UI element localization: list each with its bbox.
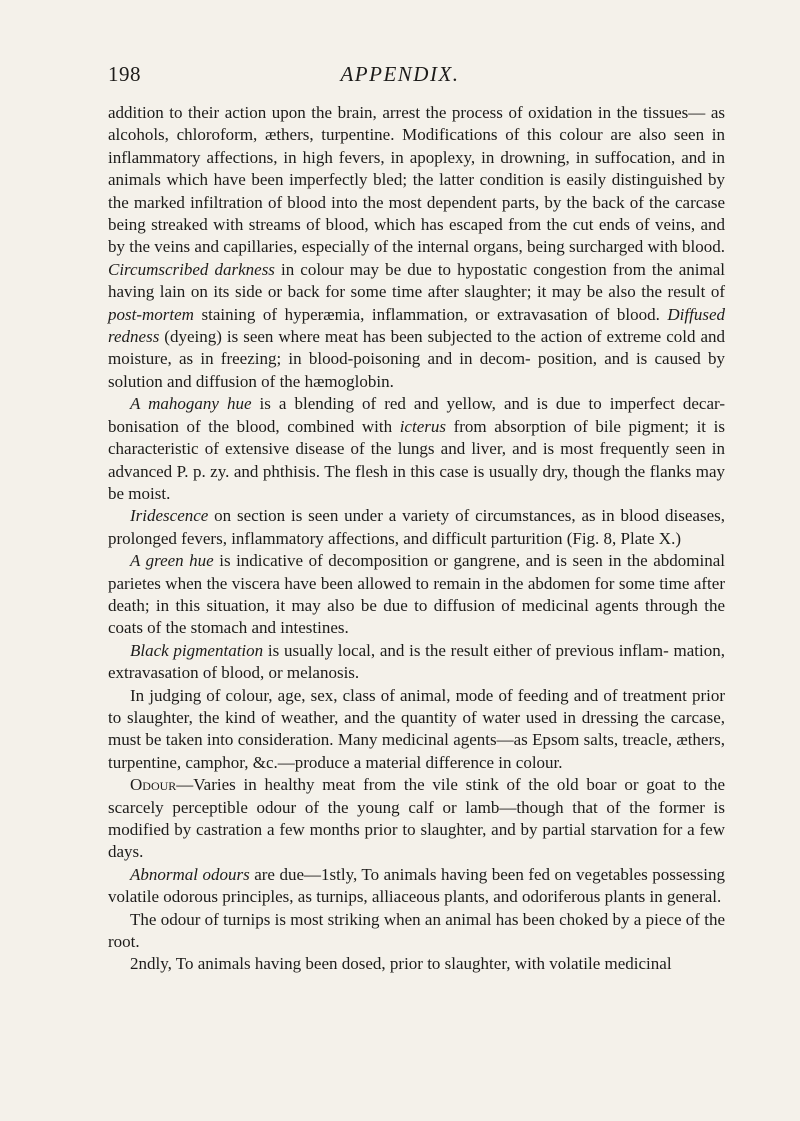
term-iridescence: Iridescence bbox=[130, 506, 209, 526]
term-icterus: icterus bbox=[399, 416, 446, 436]
text-run: 2ndly, To animals having been dosed, prior to slaughter, with volatile medicinal bbox=[130, 954, 672, 974]
paragraph-mahogany-hue bbox=[108, 393, 725, 505]
text-run: —Varies in healthy meat from the vile stink of the old boar or goat to the scarcely perceptible odour of the young calf or lamb—though that of the former is modified by castration a few months prior to slaughter, and by partial starvation for a few days. bbox=[108, 775, 725, 862]
text-run: In judging of colour, age, sex, class of animal, mode of feeding and of treatment prior to slaughter, the kind of weather, and the quantity of water used in dressing the carcase, must be taken into consideration. Many medicinal agents—as Epsom salts, treacle, æthers, turpentine, camphor, &c.—produce a material difference in colour. bbox=[108, 685, 725, 772]
term-post-mortem: post-mortem bbox=[108, 304, 194, 324]
page-header bbox=[0, 62, 800, 92]
term-mahogany-hue: A mahogany hue bbox=[130, 394, 252, 414]
paragraph-judging-colour bbox=[108, 685, 725, 775]
paragraph-iridescence bbox=[108, 505, 725, 550]
text-run: are due—1stly, To animals having been fed on vegetables possessing volatile odorous principles, as turnips, alliaceous plants, and odoriferous plants in general. bbox=[108, 864, 726, 907]
paragraph-green-hue bbox=[108, 550, 725, 640]
paragraph-turnips bbox=[108, 909, 725, 954]
term-diffused-redness: Diffused redness bbox=[108, 304, 725, 347]
body-text bbox=[108, 102, 725, 976]
paragraph-black-pigmentation bbox=[108, 640, 725, 685]
running-head: APPENDIX. bbox=[340, 62, 460, 86]
text-run: is indicative of decomposition or gangrene, and is seen in the abdominal parietes when the viscera have been allowed to remain in the abdomen for some time after death; in this situation, it may also be due to diffusion of medicinal agents through the coats of the stomach and intestines. bbox=[108, 551, 725, 638]
term-abnormal-odours: Abnormal odours bbox=[130, 864, 250, 884]
term-black-pigmentation: Black pigmentation bbox=[130, 640, 264, 660]
term-green-hue: A green hue bbox=[130, 551, 214, 571]
text-run: staining of hyperæmia, inflammation, or extravasation of blood. bbox=[193, 304, 668, 324]
paragraph-secondly bbox=[108, 953, 725, 975]
heading-odour: Odour bbox=[130, 775, 177, 795]
paragraph-abnormal-odours bbox=[108, 864, 725, 909]
text-run: The odour of turnips is most striking when an animal has been choked by a piece of the root. bbox=[108, 909, 725, 952]
text-run: is a blending of red and yellow, and is due to imperfect decar- bonisation of the blood, combined with bbox=[108, 394, 725, 436]
text-run: is usually local, and is the result either of previous inflam- mation, extravasation of blood, or melanosis. bbox=[108, 640, 726, 683]
term-circumscribed-darkness: Circumscribed darkness bbox=[108, 259, 275, 279]
paragraph-colour-continued bbox=[108, 102, 725, 393]
text-run: from absorption of bile pigment; it is characteristic of extensive disease of the lungs and liver, and is most frequently seen in advanced P. p. zy. and phthisis. The flesh in this case is usually dry, though the flanks may be moist. bbox=[108, 416, 725, 503]
page-number: 198 bbox=[108, 62, 141, 86]
text-run: in colour may be due to hypostatic congestion from the animal having lain on its side or back for some time after slaughter; it may be also the result of bbox=[108, 259, 725, 302]
text-run: on section is seen under a variety of circumstances, as in blood diseases, prolonged fevers, inflammatory affections, and difficult parturition (Fig. 8, Plate X.) bbox=[108, 506, 725, 548]
text-run: addition to their action upon the brain, arrest the process of oxidation in the tissues— as alcohols, chloroform, æthers, turpentine. Modifications of this colour are also seen in inflammatory affections, in high fevers, in apoplexy, in drowning, in suffocation, and in animals which have been imperfectly bled; the latter condition is easily distinguished by the marked infiltration of blood into the most dependent parts, by the back of the carcase being streaked with streams of blood, which has escaped from the cut ends of veins, and by the veins and capillaries, especially of the internal organs, being surcharged with blood. bbox=[108, 103, 725, 257]
text-run: (dyeing) is seen where meat has been subjected to the action of extreme cold and moisture, as in freezing; in blood-poisoning and in decom- position, and is caused by solution and diffusion of the hæmoglobin. bbox=[108, 327, 725, 391]
paragraph-odour bbox=[108, 774, 725, 864]
